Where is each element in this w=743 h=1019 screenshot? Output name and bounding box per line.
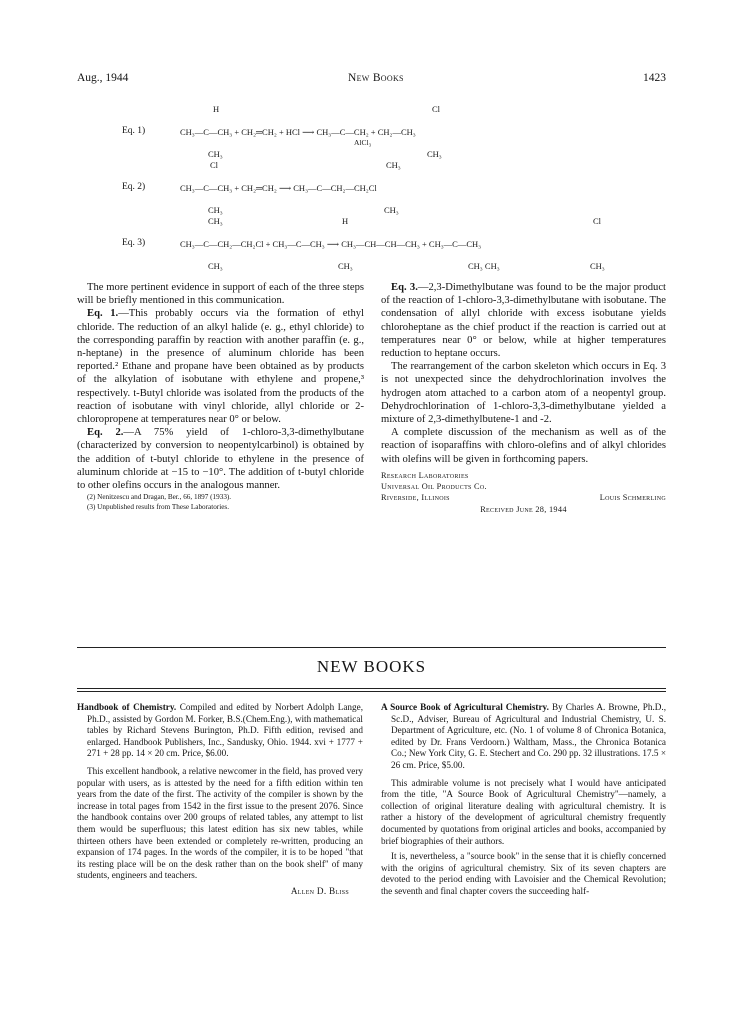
book-review-right [381,702,666,902]
footnote-2: (2) Nenitzescu and Dragan, Ber., 66, 1897 (1933). [87,493,232,502]
eq3-line: CH₃—C—CH₂—CH₂Cl + CH₃—C—CH₃ ⟶ CH₃—CH—CH—CH₃ + CH₃—C—CH₃ [180,239,482,249]
running-section: New Books [348,72,404,84]
eq2-above-ch3: CH₃ [386,160,401,170]
section-title: NEW BOOKS [316,657,427,676]
running-date: Aug., 1944 [77,72,129,84]
review-body: This excellent handbook, a relative newcomer in the field, has proved very popular with users, as is attested by the need for a fifth edition within ten years from the date of the first. The activity of the compiler is shown by the increase in total pages from 1542 in the first issue to the present 2076. Since the handbook contains over 200 groups of related tables, any attempt to list them would be superfluous; this latest edition has six new tables, while thirteen others have been extended or completely re-written, producing an expansion of 174 pages. In the words of the compiler, it is to be hoped "that its resting place will be on the desk rather than on the book shelf" of many students, engineers and teachers. [77,765,363,881]
eq3-above-h: H [342,216,349,226]
received-date: Received June 28, 1944 [480,504,567,514]
author-name: Louis Schmerling [599,492,666,502]
right-paragraph-1: Eq. 3.—2,3-Dimethylbutane was found to be the major product of the reaction of 1-chloro-3,3-dimethylbutane with isobutane. The condensation of allyl chloride with excess isobutane yields chloroheptane as the chief product if the reaction is carried out at temperatures near 0° or below, while at higher temperatures reduction to heptane occurs. [381,282,666,360]
eq3-below-a: CH₃ [208,261,223,271]
eq1-label: Eq. 1) [122,126,146,136]
eq2-label: Eq. 2) [122,182,146,192]
eq3-above-ch3: CH₃ [208,216,223,226]
book-title: Handbook of Chemistry. [77,702,177,712]
section-rule-top [77,688,666,689]
eq1-heading: Eq. 1. [87,308,119,320]
review-body-2: It is, nevertheless, a "source book" in the sense that it is chiefly concerned with the origins of agricultural chemistry. Six of its seven chapters are devoted to the period ending with Lavoisier and the Chemical Revolution; the seventh and final chapter covers the succeeding half- [381,851,666,896]
right-paragraph-3: A complete discussion of the mechanism as well as of the reaction of isoparaffins with chloro-olefins and of alkyl chlorides with olefins will be given in forthcoming papers. [381,427,666,465]
eq1-below-b: CH₃ [427,149,442,159]
eq1-above-h: H [213,104,220,114]
left-paragraph-2: Eq. 1.—This probably occurs via the formation of ethyl chloride. The reduction of an alkyl halide (e. g., ethyl chloride) to the corresponding paraffin by reaction with another paraffin (e. g., n-heptane) in the presence of aluminum chloride has been reported.² Ethane and propane have been obtained as by products of the alkylation of isobutane with ethylene and propene,³ respectively. t-Butyl chloride was isolated from the products of the reaction of isobutane with vinyl chloride, allyl chloride or 2-chloropropene at temperatures near 0° or below. [77,308,364,426]
eq3-label: Eq. 3) [122,238,146,248]
affiliation-line-2: Universal Oil Products Co. [381,481,487,491]
book-review-left [77,702,363,902]
eq3-above-cl: Cl [593,216,602,226]
eq2-above-cl: Cl [210,160,219,170]
right-paragraph-2: The rearrangement of the carbon skeleton which occurs in Eq. 3 is not unexpected since the dehydrochlorination involves the hydrogen atom attached to a carbon atom of a neopentyl group. Dehydrochlorination of 1-chloro-3,3-dimethylbutane yielded a mixture of 2,3-dimethylbutene-1 and -2. [381,361,666,426]
eq3-below-b: CH₃ [338,261,353,271]
left-paragraph-1: The more pertinent evidence in support of each of the three steps will be briefly mentioned in this communication. [77,282,364,307]
page-number: 1423 [643,72,666,84]
eq1-below-a: CH₃ [208,149,223,159]
eq2-below-b: CH₃ [384,205,399,215]
footnote-3: (3) Unpublished results from These Laboratories. [87,503,229,512]
book-title: A Source Book of Agricultural Chemistry. [381,702,549,712]
eq3-below-d: CH₃ [590,261,605,271]
section-divider [77,647,666,648]
article-right-column [381,281,666,515]
eq1-line: CH₃—C—CH₃ + CH₂═CH₂ + HCl ⟶ CH₃—C—CH₂ + CH₂—CH₃ [180,127,416,137]
eq2-heading: Eq. 2. [87,427,124,439]
eq3-heading: Eq. 3. [391,282,418,293]
eq3-below-c: CH₃ CH₃ [468,261,500,271]
eq2-line: CH₃—C—CH₃ + CH₂═CH₂ ⟶ CH₃—C—CH₂—CH₂Cl [180,183,377,193]
affiliation-block [381,470,666,515]
book-entry-handbook: Handbook of Chemistry. Compiled and edited by Norbert Adolph Lange, Ph.D., assisted by Gordon M. Forker, B.S.(Chem.Eng.), with mathematical tables by Richard Stevens Burington, Ph.D. Fifth edition, revised and enlarged. Handbook Publishers, Inc., Sandusky, Ohio. 1944. xvi + 1777 + 271 + 28 pp. 14 × 20 cm. Price, $6.00. [77,702,363,759]
affiliation-line-3: Riverside, Illinois [381,492,450,502]
section-rule-bottom [77,691,666,692]
reviewer-signature: Allen D. Bliss [290,885,349,896]
left-paragraph-3: Eq. 2.—A 75% yield of 1-chloro-3,3-dimethylbutane (characterized by conversion to neopentylcarbinol) is obtained by the addition of t-butyl chloride to ethylene in the presence of aluminum chloride at −15 to −10°. The addition of t-butyl chloride to other olefins occurs in the analogous manner. [77,427,364,492]
book-entry-source-book: A Source Book of Agricultural Chemistry. By Charles A. Browne, Ph.D., Sc.D., Adviser, Bureau of Agricultural and Industrial Chemistry, U. S. Department of Agriculture, etc. (No. 1 of volume 8 of Chronica Botanica, edited by Dr. Frans Verdoorn.) Waltham, Mass., the Chronica Botanica Co.; New York City, G. E. Stechert and Co. 290 pp. 32 illustrations. 17.5 × 26 cm. Price, $5.00. [381,702,666,770]
eq2-below-a: CH₃ [208,205,223,215]
article-left-column [77,281,364,512]
review-body-1: This admirable volume is not precisely what I would have anticipated from the title, "A Source Book of Agricultural Chemistry"—namely, a collection of original literature dealing with agricultural chemistry. It is rather a history of the development of agricultural chemistry frequently documented by quotations from original articles and books, accompanied by brief biographies of their authors. [381,777,666,846]
affiliation-line-1: Research Laboratories [381,470,469,480]
eq1-catalyst: AlCl₃ [354,138,372,147]
eq1-above-cl: Cl [432,104,441,114]
